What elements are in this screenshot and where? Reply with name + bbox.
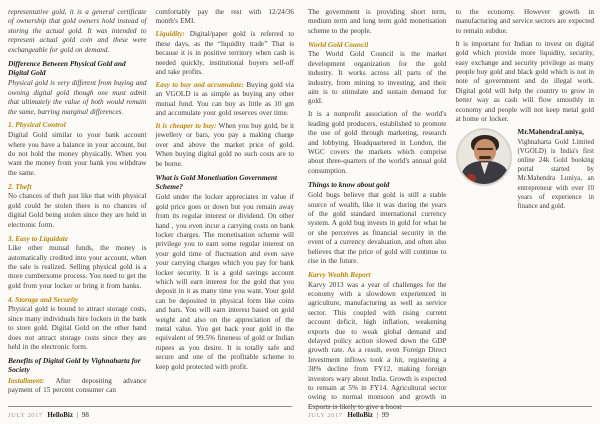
gold-label: Liquidity: [155,30,190,39]
gold-subheading: 1. Physical Control [8,120,66,130]
section-heading: Things to know about gold [308,179,390,189]
footer-brand: HelloBiz [47,411,73,419]
author-bio-text: Mr.MahendraLuniya, Vighnaharta Gold Limited (VGOLD) is India's first online 24k Gold booking portal started by Mr.Mahendra Luniya, an entrepreneur with over 10 years of experience in finance and gold. [517,128,594,210]
author-name: Mr.MahendraLuniya, [517,128,584,137]
paragraph-italic: Physical gold is very different from buying and owning digital gold though one must admit that ultimately the value of both would remain the same, barring marginal differences. [8,79,147,116]
footer-separator: | [76,411,79,419]
section-heading: What is Gold Monetisation Government Scheme? [155,172,278,191]
paragraph: Karvy 2013 was a year of challenges for the economy with a slowdown experienced in agriculture, manufacturing as well as service sector. This coupled with rising current account deficit, high inflation, weakening exports due to weak global demand and delayed policy action slowed down the GDP growth rate. As a result, even Foreign Direct Investment inflows took a hit, registering a 38% decline from FY12, making foreign investors wary about India. Growth is expected to remain at 5% in FY14. Agricultural sector owing to normal monsoon and growth in Exports is likely to give a boost [308,280,447,411]
page-99 [300,0,600,424]
portrait-face [474,139,496,163]
paragraph: Gold bugs believe that gold is still a stable source of wealth, like it was during the years of the gold standard international currency system. A gold bug invests in gold for what he or she perceives as financial security in the event of a currency devaluation, and often also believes that the price of gold will continue to rise in the future. [308,191,447,265]
gold-subheading: 4. Storage and Security [8,294,79,304]
footer [8,406,292,419]
gold-subheading: 2. Theft [8,181,32,191]
paragraph: Gold under the locker appreciates in value if gold price goes or down but you remain away from its regular interest or dividend. On other hand , you even incur a carrying costs on bank locker charges. The monetisation scheme will privilege you to earn some regular interest on your gold time of fluctuation and even save your carrying charges which you pay for bank locker security. It is a gold savings account which will earn interest for the gold that you deposit in it as many time you want. Your gold can be deposited in physical form like coins and bars. You will earn interest based on gold weight and also on the appreciation of the metal value. You get back your gold in the equivalent of 99.5% fineness of gold or Indian rupees as you desire. It is totally safe and secure and one of the profitable scheme to keep gold protected with profit. [155,193,294,371]
footer-brand: HelloBiz [347,411,373,419]
gold-subheading: Karvy Wealth Report [308,269,371,279]
paragraph: comfortably pay the rest with 12/24/36 month's EMI. [155,8,294,26]
section-heading: Difference Between Physical Gold and Digital Gold [8,58,126,77]
page-99-column-2 [456,8,595,416]
portrait-photo [456,128,512,186]
section-heading: Benefits of Digital Gold by Vighnaharta for Society [8,356,141,375]
gold-subheading: World Gold Council [308,39,369,49]
portrait-stache [479,156,491,159]
paragraph-with-label: It is cheaper to buy: When you buy gold, be it jewellery or bars, you pay a making charge over and above the market price of gold. When buying digital gold no such costs are to be borne. [155,121,295,168]
footer-page-number: 98 [81,411,89,419]
gold-label: It is cheaper to buy: [155,121,219,130]
gold-label: Easy to buy and accumulate: [155,80,247,89]
gold-label: Installment: [8,376,56,385]
paragraph-italic: representative gold, it is a general certificate of ownership that gold owners hold instead of storing the actual gold. It was intended to represent actual gold coin and these were exchangeable for gold on demand. [8,8,147,54]
footer-page-number: 99 [381,411,389,419]
page-98-content [0,0,300,399]
author-bio [456,128,595,211]
page-99-column-1 [308,8,447,416]
paragraph: Like other mutual funds, the money is automatically credited into your account, when the sale is realized. Selling physical gold is a more cumbersome process. You need to get the gold from your locker or bring it from banks. [8,244,147,290]
page-99-content [300,0,600,416]
footer-date: JULY 2017 [8,412,43,419]
paragraph-with-label: Easy to buy and accumulate: Buying gold via an VGOLD is as simple as buying any other mutual fund. You can buy as little as 10 gm and accumulate your gold reserves over time. [155,80,294,118]
paragraph: to the economy. However growth in manufacturing and service sectors are expected to remain subdue. [455,8,594,35]
paragraph: The government is providing short term, medium term and long term gold monetisation scheme to the people. [308,8,447,35]
page-98-column-2 [156,8,295,399]
paragraph-with-label: Liquidity: Digital/paper gold is referred to these days, as the “liquidity trade” That is because it is in positive territory when cash is needed quickly, institutional buyers sell-off and take profits. [155,30,295,76]
paragraph: Physical gold is bound to attract storage costs, since many individuals hire lockers in the bank to store gold. Digital Gold on the other hand does not attract storage costs since they are held in the electronic form. [8,305,147,352]
gold-subheading: 3. Easy to Liquidate [8,233,68,243]
paragraph: It is important for Indian to invest on digital gold which provide more liquidity, security, easy exchange and security privilege as many people buy gold and black gold which is not in note of government and do illegal work. Digital gold will help the country to grow in better way as cash will flow smoothly in economy and people will not keep metal gold at home or locker. [455,39,594,123]
paragraph: It is a nonprofit association of the world's leading gold producers, established to promote the use of gold through marketing, research and lobbying. Headquartered in London, the WGC covers the markets which comprise about three-quarters of the world's annual gold consumption. [308,110,447,175]
footer-date: JULY 2017 [308,412,343,419]
footer [308,406,592,419]
paragraph: Digital Gold similar to your bank account where you have a balance in your account, but do not hold the money physically. When you want the money from your bank you withdraw the same. [8,131,147,177]
paragraph: No chances of theft just like that with physical gold could be stolen there is no chances of digital Gold being stolen since they are held in electronic form. [8,192,147,229]
paragraph: The World Gold Council is the market development organization for the gold industry. It works across all parts of the industry, from mining to investing, and their aim is to stimulate and sustain demand for gold. [308,50,447,106]
paragraph-with-label: Installment: After depositing advance payment of 15 percent consumer can [8,376,147,395]
page-98-column-1 [8,8,147,399]
footer-separator: | [376,411,379,419]
